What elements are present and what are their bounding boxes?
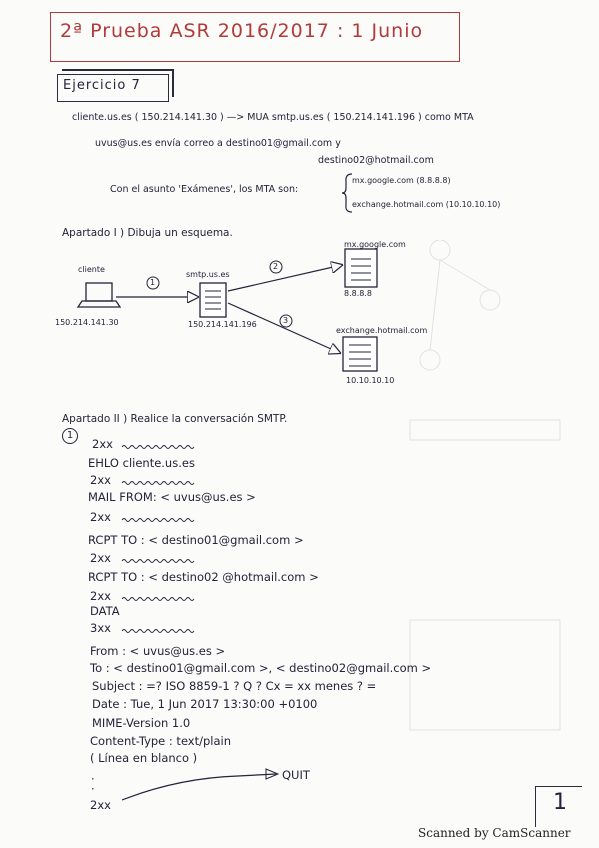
smtp-line: ( Línea en blanco )	[90, 751, 198, 765]
section-1-title: Apartado I ) Dibuja un esquema.	[62, 227, 233, 239]
smtp-line: 2xx	[90, 473, 111, 487]
statement-line-4: Con el asunto 'Exámenes', los MTA son:	[110, 184, 299, 195]
client-label: cliente	[78, 265, 105, 274]
scanner-watermark: Scanned by CamScanner	[418, 826, 571, 840]
ellipsis-dots: ·	[91, 772, 95, 786]
quit-command: QUIT	[282, 768, 310, 782]
smtp-line: Date : Tue, 1 Jun 2017 13:30:00 +0100	[92, 697, 318, 711]
smtp-line: 2xx	[90, 589, 111, 603]
mta-hotmail: exchange.hotmail.com (10.10.10.10)	[352, 200, 501, 209]
smtp-line: RCPT TO : < destino02 @hotmail.com >	[88, 570, 319, 584]
exercise-label: Ejercicio 7	[63, 78, 141, 93]
smtp-server-ip: 150.214.141.196	[188, 320, 257, 329]
smtp-line: DATA	[90, 604, 120, 618]
scribble	[122, 446, 194, 449]
smtp-line: 2xx	[90, 510, 111, 524]
mta-gmail: mx.google.com (8.8.8.8)	[352, 176, 451, 185]
page-number: 1	[553, 790, 567, 815]
scribble	[122, 560, 194, 563]
step-3-label: 3	[283, 316, 289, 325]
smtp-line: Subject : =? ISO 8859-1 ? Q ? Cx = xx menes ? =	[92, 679, 377, 693]
smtp-line: EHLO cliente.us.es	[88, 456, 195, 470]
hotmail-server-ip: 10.10.10.10	[346, 376, 395, 385]
step-2-label: 2	[273, 262, 279, 271]
smtp-line: RCPT TO : < destino01@gmail.com >	[88, 533, 304, 547]
smtp-line: Content-Type : text/plain	[90, 734, 232, 748]
hotmail-server-label: exchange.hotmail.com	[336, 326, 428, 335]
ellipsis-dots-2: ·	[91, 782, 95, 796]
quit-arrow	[118, 766, 288, 806]
page-title: 2ª Prueba ASR 2016/2017 : 1 Junio	[60, 20, 424, 42]
gmail-server-label: mx.google.com	[344, 240, 406, 249]
smtp-line: 3xx	[90, 621, 111, 635]
smtp-marker: 1	[62, 428, 78, 444]
smtp-line: To : < destino01@gmail.com >, < destino02@gmail.com >	[90, 661, 432, 675]
smtp-line: MAIL FROM: < uvus@us.es >	[88, 490, 256, 504]
scribble	[122, 630, 194, 633]
step-1-label: 1	[150, 278, 156, 287]
smtp-server-label: smtp.us.es	[186, 270, 230, 279]
section-2-title: Apartado II ) Realice la conversación SMTP.	[62, 413, 288, 425]
smtp-line: 2xx	[90, 551, 111, 565]
client-ip: 150.214.141.30	[55, 318, 119, 327]
scribble	[122, 482, 194, 485]
gmail-server-ip: 8.8.8.8	[344, 289, 372, 298]
scribble	[122, 519, 194, 522]
scribble	[122, 598, 194, 601]
statement-line-2: uvus@us.es envía correo a destino01@gmail.com y	[95, 138, 341, 149]
statement-line-1: cliente.us.es ( 150.214.141.30 ) —> MUA smtp.us.es ( 150.214.141.196 ) como MTA	[72, 112, 474, 123]
smtp-line: From : < uvus@us.es >	[90, 644, 226, 658]
smtp-line: MIME-Version 1.0	[92, 716, 191, 730]
statement-line-3: destino02@hotmail.com	[318, 155, 434, 166]
smtp-line: 2xx	[90, 798, 111, 812]
smtp-line: 2xx	[92, 437, 113, 451]
